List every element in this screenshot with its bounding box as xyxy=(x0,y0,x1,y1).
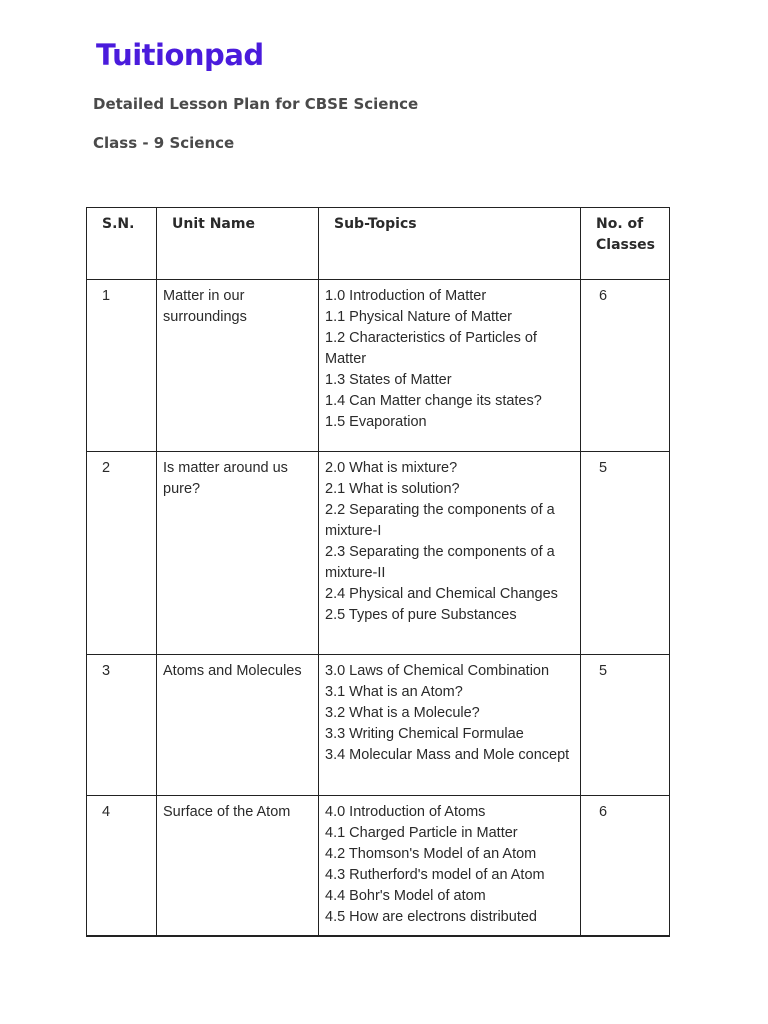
brand-logo: Tuitionpad xyxy=(96,38,264,72)
sub-topic: 2.2 Separating the components of a mixture-I xyxy=(325,502,555,539)
class-label: Class - 9 Science xyxy=(93,134,235,152)
sub-topic: 1.5 Evaporation xyxy=(325,414,427,430)
column-header-sub-topics: Sub-Topics xyxy=(319,208,581,280)
column-header-no-of-classes: No. of Classes xyxy=(581,208,670,280)
sub-topic: 3.4 Molecular Mass and Mole concept xyxy=(325,747,570,763)
sub-topic: 2.0 What is mixture? xyxy=(325,460,458,476)
sub-topic: 3.2 What is a Molecule? xyxy=(325,705,480,721)
sub-topic: 3.3 Writing Chemical Formulae xyxy=(325,726,524,742)
table-row xyxy=(87,452,670,655)
sub-topic: 2.1 What is solution? xyxy=(325,481,460,497)
cell-sn: 3 xyxy=(87,655,157,796)
cell-sn: 2 xyxy=(87,452,157,655)
sub-topic: 2.4 Physical and Chemical Changes xyxy=(325,586,558,602)
cell-sub-topics xyxy=(319,280,581,452)
sub-topic: 2.5 Types of pure Substances xyxy=(325,607,517,623)
sub-topic: 4.2 Thomson's Model of an Atom xyxy=(325,846,537,862)
sub-topic: 1.0 Introduction of Matter xyxy=(325,288,487,304)
sub-topic: 4.5 How are electrons distributed xyxy=(325,909,537,925)
table-row xyxy=(87,796,670,937)
cell-unit-name: Atoms and Molecules xyxy=(157,655,319,796)
table-row xyxy=(87,655,670,796)
sub-topic: 4.0 Introduction of Atoms xyxy=(325,804,486,820)
sub-topic: 4.4 Bohr's Model of atom xyxy=(325,888,486,904)
cell-no-of-classes: 6 xyxy=(581,280,670,452)
column-header-sn: S.N. xyxy=(87,208,157,280)
sub-topic: 2.3 Separating the components of a mixture-II xyxy=(325,544,555,581)
cell-unit-name: Is matter around us pure? xyxy=(157,452,319,655)
sub-topic: 1.3 States of Matter xyxy=(325,372,452,388)
table-header-row xyxy=(87,208,670,280)
cell-sn: 1 xyxy=(87,280,157,452)
sub-topic: 4.1 Charged Particle in Matter xyxy=(325,825,518,841)
column-header-unit-name: Unit Name xyxy=(157,208,319,280)
sub-topic: 1.4 Can Matter change its states? xyxy=(325,393,542,409)
sub-topic: 1.2 Characteristics of Particles of Matter xyxy=(325,330,537,367)
sub-topic: 4.3 Rutherford's model of an Atom xyxy=(325,867,545,883)
cell-sub-topics xyxy=(319,655,581,796)
cell-sub-topics xyxy=(319,452,581,655)
cell-no-of-classes: 5 xyxy=(581,655,670,796)
cell-unit-name: Surface of the Atom xyxy=(157,796,319,937)
cell-unit-name: Matter in our surroundings xyxy=(157,280,319,452)
sub-topic: 3.0 Laws of Chemical Combination xyxy=(325,663,550,679)
sub-topic: 1.1 Physical Nature of Matter xyxy=(325,309,512,325)
cell-sn: 4 xyxy=(87,796,157,937)
table-row xyxy=(87,280,670,452)
document-title: Detailed Lesson Plan for CBSE Science xyxy=(93,95,419,113)
lesson-plan-table xyxy=(86,207,670,937)
cell-sub-topics xyxy=(319,796,581,937)
sub-topic: 3.1 What is an Atom? xyxy=(325,684,463,700)
cell-no-of-classes: 6 xyxy=(581,796,670,937)
cell-no-of-classes: 5 xyxy=(581,452,670,655)
